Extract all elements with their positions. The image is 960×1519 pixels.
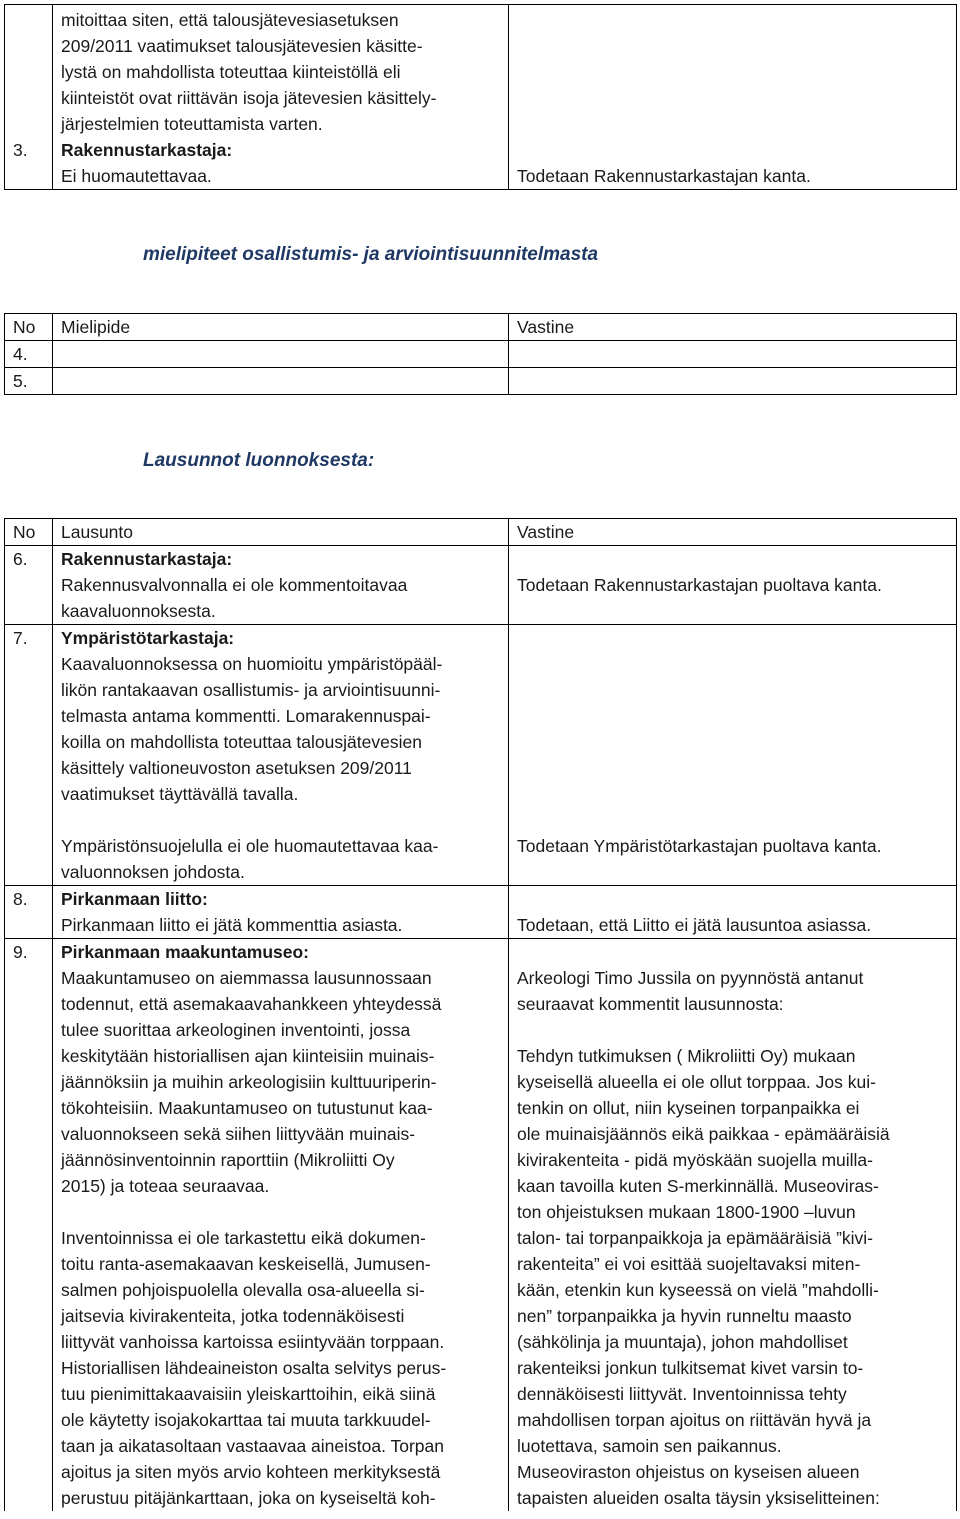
table-row xyxy=(5,368,957,395)
statements-heading: Lausunnot luonnoksesta: xyxy=(143,450,375,471)
text-line: jäännöksiin ja muihin arkeologisiin kulttuuriperin- xyxy=(61,1072,437,1092)
row-number: 5. xyxy=(5,368,53,395)
text-line: Museoviraston ohjeistus on kyseisen alueen xyxy=(517,1462,860,1482)
text-line: lystä on mahdollista toteuttaa kiinteistöllä eli xyxy=(61,62,401,82)
text-line: todennut, että asemakaavahankkeen yhteydessä xyxy=(61,994,442,1014)
reply-text: Todetaan Ympäristötarkastajan puoltava kanta. xyxy=(517,836,882,856)
row-3-comment-cell xyxy=(53,5,509,190)
text-line: Kaavaluonnoksessa on huomioitu ympäristöpääl- xyxy=(61,654,443,674)
reply-cell xyxy=(509,368,957,395)
table-header-row xyxy=(5,519,957,546)
text-line: Rakennusvalvonnalla ei ole kommentoitavaa xyxy=(61,575,408,595)
text-line: ole käytetty isojakokarttaa tai muuta tarkkuudel- xyxy=(61,1410,431,1430)
row-number: 3. xyxy=(13,140,28,160)
reply-cell xyxy=(509,939,957,1512)
text-line: jäännösinventoinnin raporttiin (Mikroliitti Oy xyxy=(61,1150,395,1170)
text-line: Maakuntamuseo on aiemmassa lausunnossaan xyxy=(61,968,432,988)
text-line: Ympäristönsuojelulla ei ole huomautettavaa kaa- xyxy=(61,836,439,856)
header-opinion: Mielipide xyxy=(53,314,509,341)
text-line: perustuu pitäjänkarttaan, joka on kyseiseltä koh- xyxy=(61,1488,436,1508)
text-line: Inventoinnissa ei ole tarkastettu eikä dokumen- xyxy=(61,1228,426,1248)
text-line: vaatimukset täyttävällä tavalla. xyxy=(61,784,299,804)
text-line: kään, etenkin kun kyseessä on vielä ”mahdolli- xyxy=(517,1280,879,1300)
table-row xyxy=(5,625,957,886)
statement-cell xyxy=(53,546,509,625)
reply-cell xyxy=(509,625,957,886)
row-number: 4. xyxy=(5,341,53,368)
text-line: kivirakenteita - pidä myöskään suojella muilla- xyxy=(517,1150,873,1170)
table-row xyxy=(5,886,957,939)
header-reply: Vastine xyxy=(509,314,957,341)
text-line: toitu ranta-asemakaavan keskeisellä, Jumusen- xyxy=(61,1254,431,1274)
text-line: Tehdyn tutkimuksen ( Mikroliitti Oy) mukaan xyxy=(517,1046,856,1066)
text-line: rakenteiksi jonkun tulkitsemat kivet varsin to- xyxy=(517,1358,864,1378)
comment-text: Ei huomautettavaa. xyxy=(61,166,212,186)
row-number: 9. xyxy=(5,939,53,1512)
text-line: ton ohjeistuksen mukaan 1800-1900 –luvun xyxy=(517,1202,856,1222)
text-line: salmen pohjoispuolella olevalla osa-alueella si- xyxy=(61,1280,425,1300)
row-3-number-cell xyxy=(5,5,53,190)
text-line: mahdollisen torpan ajoitus on riittävän hyvä ja xyxy=(517,1410,872,1430)
text-line: kaan tavoilla kuten S-merkinnällä. Museoviras- xyxy=(517,1176,879,1196)
statement-cell xyxy=(53,939,509,1512)
header-no: No xyxy=(5,519,53,546)
text-line: ole muinaisjäännös eikä paikkaa - epämääräisiä xyxy=(517,1124,890,1144)
reply-cell xyxy=(509,886,957,939)
header-statement: Lausunto xyxy=(53,519,509,546)
opinions-heading: mielipiteet osallistumis- ja arviointisuunnitelmasta xyxy=(143,244,599,265)
row-number: 6. xyxy=(5,546,53,625)
header-no: No xyxy=(5,314,53,341)
text-line: tenkin on ollut, niin kyseinen torpanpaikka ei xyxy=(517,1098,860,1118)
statements-table xyxy=(4,518,957,1511)
commenter-title: Ympäristötarkastaja: xyxy=(61,628,235,648)
text-line: talon- tai torpanpaikkoja ja epämääräisiä ”kivi- xyxy=(517,1228,874,1248)
row-3-reply-cell xyxy=(509,5,957,190)
reply-text: Todetaan Rakennustarkastajan puoltava kanta. xyxy=(517,575,882,595)
text-line: tapaisten alueiden osalta täysin yksiselitteinen: xyxy=(517,1488,880,1508)
text-line: tulee suorittaa arkeologinen inventointi, jossa xyxy=(61,1020,411,1040)
text-line: luotettava, samoin sen paikannus. xyxy=(517,1436,782,1456)
text-line: valuonnokseen sekä siihen liittyvään muinais- xyxy=(61,1124,416,1144)
text-line: kiinteistöt ovat riittävän isoja jätevesien käsittely- xyxy=(61,88,437,108)
text-line: kyseisellä alueella ei ole ollut torppaa. Jos kui- xyxy=(517,1072,876,1092)
header-reply: Vastine xyxy=(509,519,957,546)
top-comments-table xyxy=(4,4,957,190)
text-line: telmasta antama kommentti. Lomarakennuspai- xyxy=(61,706,431,726)
text-line: koilla on mahdollista toteuttaa talousjätevesien xyxy=(61,732,422,752)
text-line: nen” torpanpaikka ja hyvin runneltu maasto xyxy=(517,1306,852,1326)
text-line: keskitytään historiallisen ajan kiinteisiin muinais- xyxy=(61,1046,435,1066)
commenter-title: Pirkanmaan maakuntamuseo: xyxy=(61,942,310,962)
commenter-title: Pirkanmaan liitto: xyxy=(61,889,208,909)
text-line: mitoittaa siten, että talousjätevesiasetuksen xyxy=(61,10,399,30)
text-line: 2015) ja toteaa seuraavaa. xyxy=(61,1176,270,1196)
text-line: seuraavat kommentit lausunnosta: xyxy=(517,994,784,1014)
reply-text: Todetaan, että Liitto ei jätä lausuntoa asiassa. xyxy=(517,915,872,935)
commenter-title: Rakennustarkastaja: xyxy=(61,140,233,160)
text-line: Historiallisen lähdeaineiston osalta selvitys perus- xyxy=(61,1358,447,1378)
commenter-title: Rakennustarkastaja: xyxy=(61,549,233,569)
row-number: 7. xyxy=(5,625,53,886)
table-row xyxy=(5,546,957,625)
text-line: 209/2011 vaatimukset talousjätevesien käsitte- xyxy=(61,36,423,56)
text-line: kaavaluonnoksesta. xyxy=(61,601,216,621)
reply-cell xyxy=(509,546,957,625)
text-line: Arkeologi Timo Jussila on pyynnöstä antanut xyxy=(517,968,864,988)
statement-cell xyxy=(53,886,509,939)
reply-text: Todetaan Rakennustarkastajan kanta. xyxy=(517,166,811,186)
text-line: taan ja aikatasoltaan vastaavaa aineistoa. Torpan xyxy=(61,1436,445,1456)
text-line: liittyvät vanhoissa kartoissa esiintyvään torppaan. xyxy=(61,1332,445,1352)
opinions-table xyxy=(4,313,957,395)
text-line: käsittely valtioneuvoston asetuksen 209/2011 xyxy=(61,758,412,778)
table-row xyxy=(5,939,957,1512)
text-line: dennäköisesti liittyvät. Inventoinnissa tehty xyxy=(517,1384,847,1404)
statement-cell xyxy=(53,625,509,886)
text-line: likön rantakaavan osallistumis- ja arviointisuunni- xyxy=(61,680,441,700)
text-line: valuonnoksen johdosta. xyxy=(61,862,245,882)
text-line: rakenteita” ei voi esittää suojeltavaksi miten- xyxy=(517,1254,861,1274)
text-line: jaitsevia kivirakenteita, jotka todennäköisesti xyxy=(61,1306,405,1326)
text-line: ajoitus ja siten myös arvio kohteen merkityksestä xyxy=(61,1462,441,1482)
text-line: järjestelmien toteuttamista varten. xyxy=(61,114,323,134)
opinion-cell xyxy=(53,341,509,368)
text-line: Pirkanmaan liitto ei jätä kommenttia asiasta. xyxy=(61,915,403,935)
text-line: tuu pienimittakaavaisiin yleiskarttoihin, eikä siinä xyxy=(61,1384,436,1404)
table-header-row xyxy=(5,314,957,341)
table-row xyxy=(5,341,957,368)
text-line: (sähkölinja ja muuntaja), johon mahdolliset xyxy=(517,1332,848,1352)
reply-cell xyxy=(509,341,957,368)
row-number: 8. xyxy=(5,886,53,939)
opinion-cell xyxy=(53,368,509,395)
text-line: tökohteisiin. Maakuntamuseo on tutustunut kaa- xyxy=(61,1098,433,1118)
